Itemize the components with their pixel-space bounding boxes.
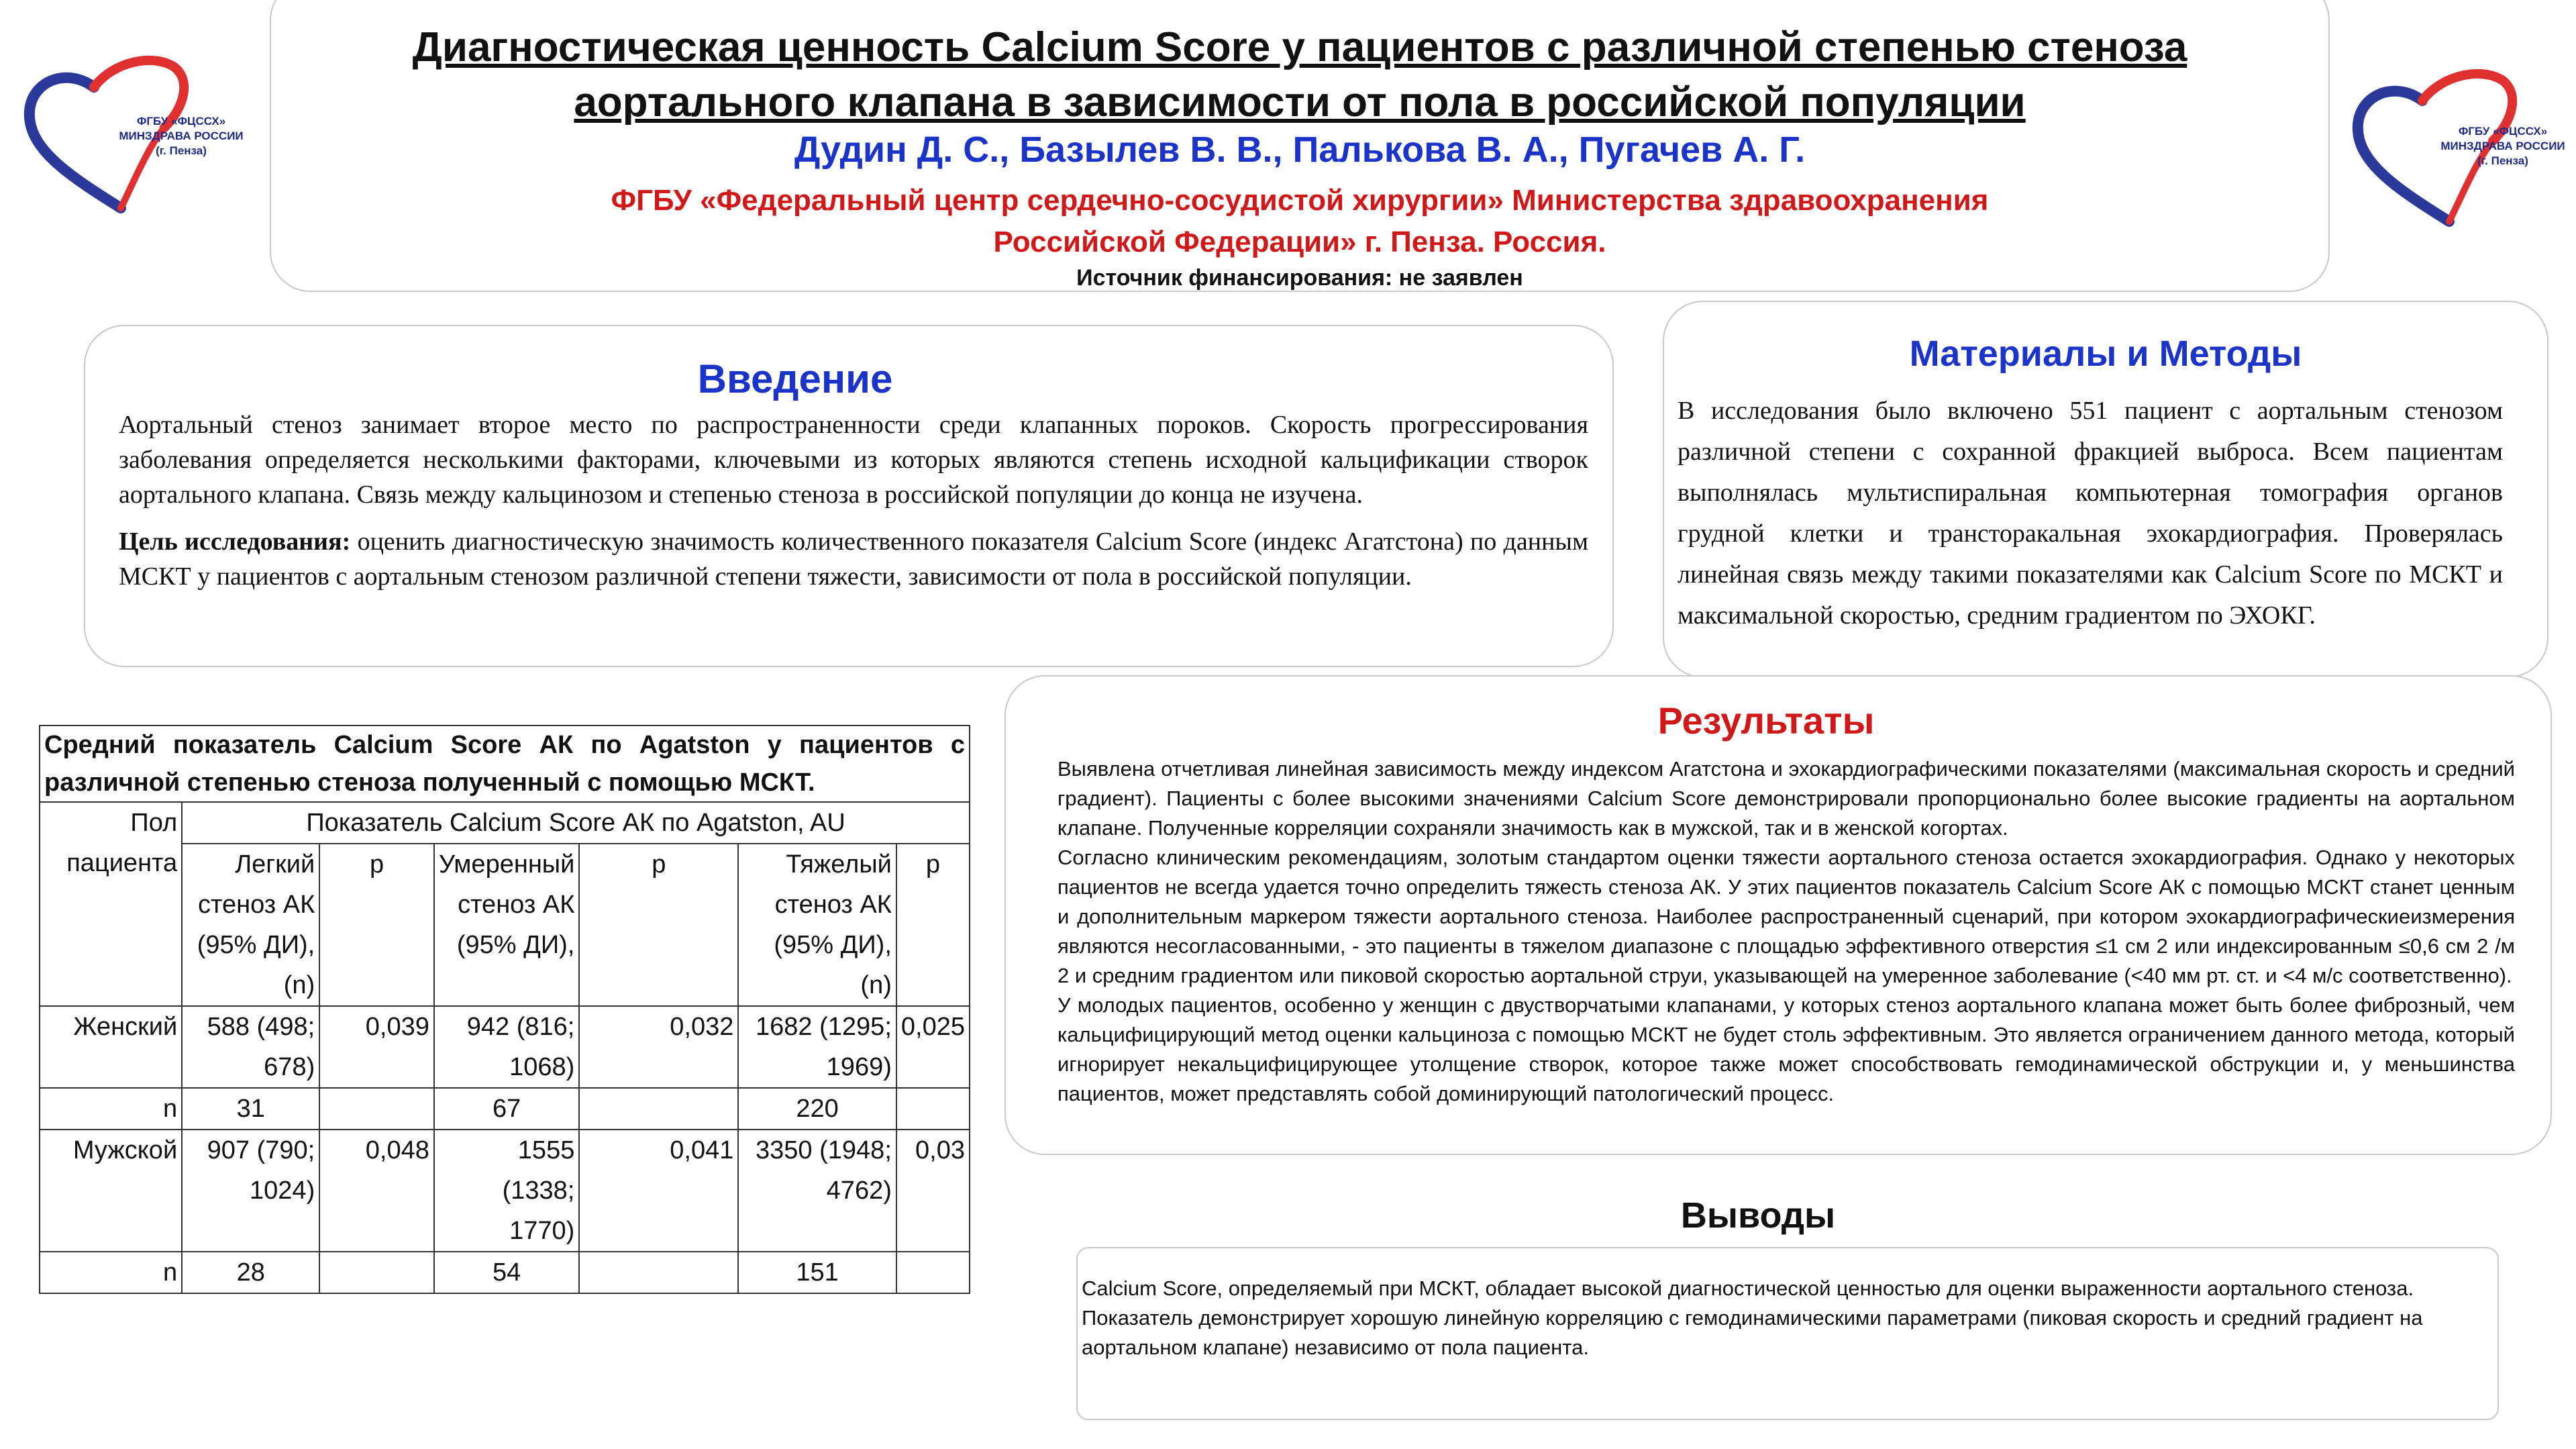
table-row <box>40 1130 970 1252</box>
logo-line2: МИНЗДРАВА РОССИИ <box>2440 140 2565 152</box>
col-moderate-header: Умеренный стеноз АК (95% ДИ), <box>434 844 579 1006</box>
goal-label: Цель исследования: <box>119 528 351 556</box>
calcium-score-table <box>39 725 970 1294</box>
row-label: n <box>40 1252 182 1293</box>
logo-line3: (г. Пенза) <box>156 144 207 157</box>
cell-mild: 907 (790; 1024) <box>182 1130 319 1252</box>
results-heading: Результаты <box>1657 699 1875 742</box>
authors: Дудин Д. С., Базылев В. В., Палькова В. А., Пугачев А. Г. <box>794 130 1806 170</box>
methods-heading: Материалы и Методы <box>1909 334 2302 374</box>
col-severe-header: Тяжелый стеноз АК (95% ДИ), (n) <box>738 844 896 1006</box>
cell-moderate: 1555 (1338; 1770) <box>434 1130 579 1252</box>
cell-p2: 0,041 <box>579 1130 738 1252</box>
cell-mild: 588 (498; 678) <box>182 1006 319 1088</box>
cell-p1 <box>319 1088 434 1130</box>
cell-p3: 0,025 <box>896 1006 970 1088</box>
logo-left <box>20 47 248 221</box>
col-mild-header: Легкий стеноз АК (95% ДИ), (n) <box>182 844 319 1006</box>
cell-p2 <box>579 1088 738 1130</box>
col-sex-header: Пол пациента <box>40 802 182 1006</box>
table-row <box>40 1252 970 1293</box>
table-row <box>40 1006 970 1088</box>
title-line2: аортального клапана в зависимости от пола в российской популяции <box>574 79 2026 126</box>
affiliation-line1: ФГБУ «Федеральный центр сердечно-сосудистой хирургии» Министерства здравоохранения <box>611 184 1989 217</box>
col-p3-header: p <box>896 844 970 1006</box>
col-group-header: Показатель Calcium Score АК по Agatston, AU <box>182 802 970 844</box>
cell-severe: 3350 (1948; 4762) <box>738 1130 896 1252</box>
row-label: n <box>40 1088 182 1130</box>
cell-mild: 31 <box>182 1088 319 1130</box>
cell-p3 <box>896 1252 970 1293</box>
title-line1: Диагностическая ценность Calcium Score у пациентов с различной степенью стеноза <box>412 24 2187 70</box>
cell-severe: 220 <box>738 1088 896 1130</box>
cell-moderate: 942 (816; 1068) <box>434 1006 579 1088</box>
intro-goal <box>119 524 1588 594</box>
cell-p2: 0,032 <box>579 1006 738 1088</box>
row-label: Женский <box>40 1006 182 1088</box>
col-p2-header: p <box>579 844 738 1006</box>
cell-moderate: 67 <box>434 1088 579 1130</box>
page-title <box>270 20 2330 130</box>
cell-severe: 151 <box>738 1252 896 1293</box>
conclusions-p1: Calcium Score, определяемый при МСКТ, обладает высокой диагностической ценностью для оценки выраженности аортального стеноза. <box>1082 1277 2414 1300</box>
row-label: Мужской <box>40 1130 182 1252</box>
intro-body <box>119 407 1588 594</box>
table-row <box>40 1088 970 1130</box>
results-p3: У молодых пациентов, особенно у женщин с двустворчатыми клапанами, у которых стеноз аортального клапана может быть более фиброзный, чем кальцифицирующий метод оценки кальциноза с помощью МСКТ не будет столь эффективным. Это является ограничением данного метода, который игнорирует некальцифицирующее утолщение створок, которое также может способствовать гемодинамической обструкции и, у меньшинства пациентов, может представлять собой доминирующий патологический процесс. <box>1058 993 2515 1105</box>
cell-moderate: 54 <box>434 1252 579 1293</box>
affiliation <box>270 180 2330 263</box>
intro-heading: Введение <box>697 356 893 401</box>
table-caption: Средний показатель Calcium Score АК по Agatston у пациентов с различной степенью стеноза полученный с помощью МСКТ. <box>40 726 970 802</box>
intro-text: Аортальный стеноз занимает второе место по распространенности среди клапанных пороков. Скорость прогрессирования заболевания определяется несколькими факторами, ключевыми из которых являются степень исходной кальцификации створок аортального клапана. Связь между кальцинозом и степенью стеноза в российской популяции до конца не изучена. <box>119 411 1588 509</box>
results-p2: Согласно клиническим рекомендациям, золотым стандартом оценки тяжести аортального стеноза остается эхокардиография. Однако у некоторых пациентов не всегда удается точно определить тяжесть стеноза АК. У этих пациентов показатель Calcium Score АК с помощью МСКТ станет ценным и дополнительным маркером тяжести аортального стеноза. Наиболее распространенный сценарий, при котором эхокардиографическиеизмерения являются несогласованными, - это пациенты в тяжелом диапазоне с площадью эффективного отверстия ≤1 см 2 или индексированным ≤0,6 см 2 /м 2 и средним градиентом или пиковой скоростью аортальной струи, указывающей на умеренное заболевание (<40 мм рт. ст. и <4 м/с соответственно). <box>1058 846 2515 987</box>
cell-p2 <box>579 1252 738 1293</box>
results-p1: Выявлена отчетливая линейная зависимость между индексом Агатстона и эхокардиографическими показателями (максимальная скорость и средний градиент). Пациенты с более высокими значениями Calcium Score демонстрировали пропорционально более высокие градиенты на аортальном клапане. Полученные корреляции сохраняли значимость как в мужской, так и в женской когортах. <box>1058 757 2515 840</box>
conclusions-heading: Выводы <box>1680 1195 1836 1236</box>
conclusions-p2: Показатель демонстрирует хорошую линейную корреляцию с гемодинамическими параметрами (пиковая скорость и средний градиент на аортальном клапане) независимо от пола пациента. <box>1082 1306 2423 1359</box>
cell-p1 <box>319 1252 434 1293</box>
cell-severe: 1682 (1295; 1969) <box>738 1006 896 1088</box>
logo-line2: МИНЗДРАВА РОССИИ <box>119 130 244 142</box>
methods-text: В исследования было включено 551 пациент с аортальным стенозом различной степени с сохранной фракцией выброса. Всем пациентам выполнялась мультиспиральная компьютерная томография органов грудной клетки и трансторакальная эхокардиография. Проверялась линейная связь между такими показателями как Calcium Score по МСКТ и максимальной скоростью, средним градиентом по ЭХОКГ. <box>1678 397 2503 630</box>
cell-p3 <box>896 1088 970 1130</box>
logo-line1: ФГБУ «ФЦССХ» <box>2458 125 2548 138</box>
cell-mild: 28 <box>182 1252 319 1293</box>
cell-p3: 0,03 <box>896 1130 970 1252</box>
conclusions-body <box>1082 1274 2464 1362</box>
funding: Источник финансирования: не заявлен <box>1076 265 1523 291</box>
affiliation-line2: Российской Федерации» г. Пенза. Россия. <box>993 226 1606 258</box>
cell-p1: 0,039 <box>319 1006 434 1088</box>
cell-p1: 0,048 <box>319 1130 434 1252</box>
logo-right <box>2349 60 2576 235</box>
logo-line3: (г. Пенза) <box>2477 154 2528 167</box>
logo-line1: ФГБУ «ФЦССХ» <box>136 115 226 128</box>
col-p1-header: p <box>319 844 434 1006</box>
results-body <box>1058 754 2515 1109</box>
goal-text: оценить диагностическую значимость количественного показателя Calcium Score (индекс Агатстона) по данным МСКТ у пациентов с аортальным стенозом различной степени тяжести, зависимости от пола в российской популяции. <box>119 528 1589 591</box>
